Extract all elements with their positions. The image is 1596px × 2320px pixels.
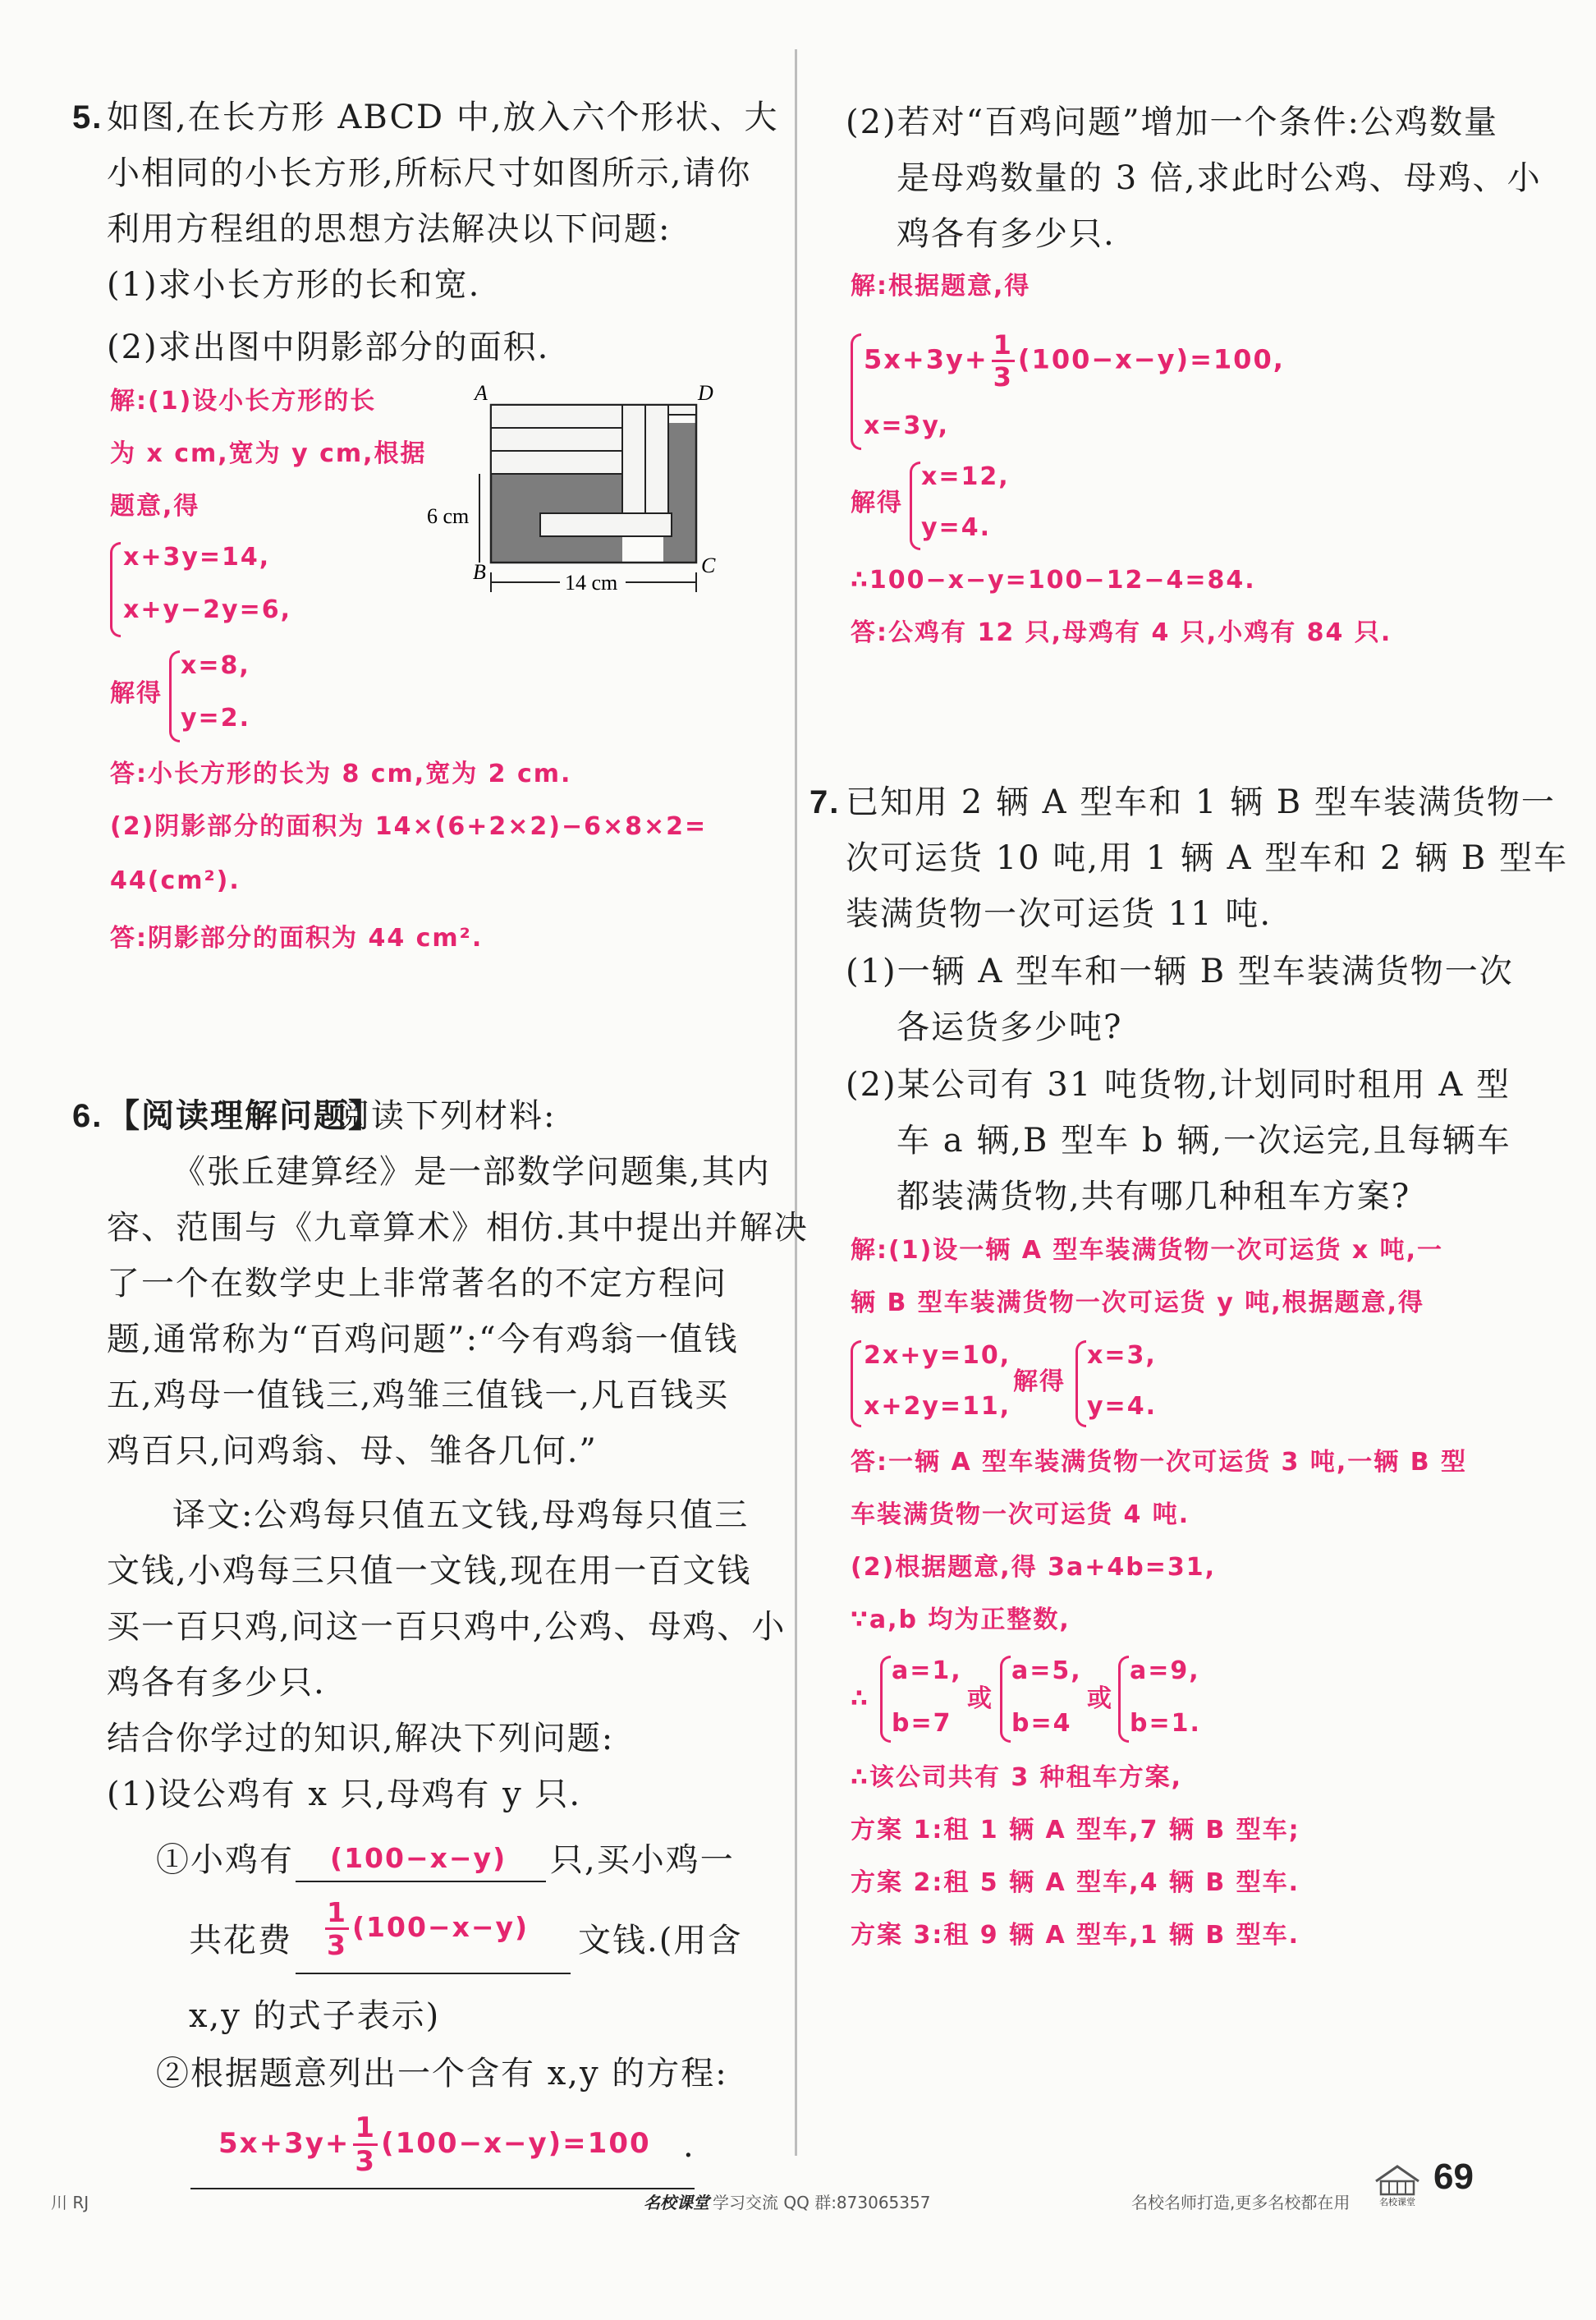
sub-question: 文钱.(用含 — [578, 1922, 743, 1959]
brand-logo-text: 名校课堂 — [1379, 2198, 1415, 2207]
answer-text: (2)阴影部分的面积为 14×(6+2×2)−6×8×2= — [110, 812, 708, 841]
sub-question: 各运货多少吨? — [897, 1008, 1123, 1046]
question-number: 5. — [72, 99, 103, 136]
question-text: 阅读下列材料: — [337, 1097, 557, 1135]
page-number: 69 — [1433, 2157, 1474, 2197]
answer-text: 辆 B 型车装满货物一次可运货 y 吨,根据题意,得 — [851, 1289, 1424, 1317]
plan-item: 方案 3:租 9 辆 A 型车,1 辆 B 型车. — [851, 1921, 1300, 1950]
option-value: a=9, — [1130, 1656, 1200, 1685]
solution-brace — [1075, 1340, 1086, 1427]
vertex-label-a: A — [475, 382, 488, 405]
fill-blank-line — [296, 1881, 546, 1882]
sub-question: 只,买小鸡一 — [550, 1841, 735, 1879]
answer-conclusion: 答:小长方形的长为 8 cm,宽为 2 cm. — [110, 760, 572, 788]
period: . — [683, 2127, 695, 2165]
sub-question: 共花费 — [189, 1922, 292, 1959]
option-value: b=7 — [892, 1709, 952, 1738]
solution-brace — [910, 462, 920, 550]
question-number: 6. — [72, 1098, 103, 1134]
therefore-symbol: ∴ — [851, 1684, 869, 1713]
question-text: 装满货物一次可运货 11 吨. — [846, 895, 1273, 933]
solution: y=4. — [1087, 1392, 1157, 1421]
option-value: a=1, — [892, 1656, 962, 1685]
brand-logo-icon — [1369, 2150, 1425, 2207]
solution: y=2. — [181, 704, 250, 733]
sub-question: ②根据题意列出一个含有 x,y 的方程: — [156, 2055, 728, 2093]
question-number: 7. — [809, 784, 841, 820]
solution: x=12, — [921, 462, 1010, 491]
footer-qq-group: 学习交流 QQ 群:873065357 — [713, 2193, 931, 2212]
question-text: 已知用 2 辆 A 型车和 1 辆 B 型车装满货物一 — [846, 783, 1556, 821]
answer-text: ∴该公司共有 3 种租车方案, — [851, 1763, 1183, 1792]
equation: x+3y=14, — [123, 543, 271, 572]
sub-question: (1)设公鸡有 x 只,母鸡有 y 只. — [107, 1776, 582, 1813]
answer-text: ∵a,b 均为正整数, — [851, 1606, 1071, 1634]
sub-question: 都装满货物,共有哪几种租车方案? — [897, 1178, 1411, 1215]
width-dimension-label: 14 cm — [565, 571, 618, 595]
answer-conclusion: 答:一辆 A 型车装满货物一次可运货 3 吨,一辆 B 型 — [851, 1448, 1468, 1477]
column-divider — [795, 49, 797, 2156]
equation-brace — [851, 1340, 861, 1427]
question-text: 如图,在长方形 ABCD 中,放入六个形状、大 — [107, 99, 779, 136]
fill-blank-answer: $\frac{1}{3}$ (100−x−y) — [327, 1896, 530, 1961]
or-label: 或 — [967, 1684, 993, 1713]
sub-question: (2)求出图中阴影部分的面积. — [107, 328, 550, 366]
equation-brace — [851, 333, 861, 450]
vertex-label-d: D — [698, 382, 713, 405]
equation: 5x+3y+ $\frac{1}{3}$ (100−x−y)=100, — [864, 329, 1285, 393]
fill-blank-line — [190, 2188, 695, 2189]
answer-conclusion: 车装满货物一次可运货 4 吨. — [851, 1500, 1190, 1529]
solve-label: 解得 — [851, 489, 903, 517]
passage-line: 文钱,小鸡每三只值一文钱,现在用一百文钱 — [107, 1552, 752, 1590]
equation: x+y−2y=6, — [123, 595, 292, 624]
equation-brace — [110, 542, 121, 637]
solution: x=8, — [181, 651, 250, 680]
plan-item: 方案 1:租 1 辆 A 型车,7 辆 B 型车; — [851, 1816, 1300, 1845]
sub-question: (1)求小长方形的长和宽. — [107, 266, 481, 304]
passage-line: 鸡各有多少只. — [107, 1664, 326, 1702]
passage-line: 译文:公鸡每只值五文钱,母鸡每只值三 — [172, 1496, 750, 1534]
answer-text: 44(cm²). — [110, 866, 241, 895]
height-dimension-label: 6 cm — [427, 504, 470, 528]
footer-brand: 名校课堂 — [644, 2193, 709, 2212]
equation: x=3y, — [864, 411, 949, 440]
or-label: 或 — [1087, 1684, 1113, 1713]
sub-question: (2)某公司有 31 吨货物,计划同时租用 A 型 — [846, 1066, 1511, 1104]
equation: 2x+y=10, — [864, 1341, 1011, 1370]
passage-line: 了一个在数学史上非常著名的不定方程问 — [107, 1265, 727, 1302]
answer-conclusion: 答:阴影部分的面积为 44 cm². — [110, 924, 484, 953]
vertex-label-c: C — [701, 554, 716, 577]
answer-text: 解:(1)设一辆 A 型车装满货物一次可运货 x 吨,一 — [851, 1236, 1444, 1265]
question-text: 利用方程组的思想方法解决以下问题: — [107, 210, 672, 248]
solution: x=3, — [1087, 1341, 1157, 1370]
fill-blank-line — [296, 1973, 571, 1974]
vertex-label-b: B — [473, 560, 486, 584]
option-value: b=4 — [1011, 1709, 1072, 1738]
equation: x+2y=11, — [864, 1392, 1011, 1421]
answer-conclusion: 答:公鸡有 12 只,母鸡有 4 只,小鸡有 84 只. — [851, 618, 1392, 647]
question-tag: 【阅读理解问题】 — [107, 1096, 383, 1135]
option-brace — [1000, 1656, 1011, 1743]
option-brace — [1118, 1656, 1129, 1743]
sub-question: (2)若对“百鸡问题”增加一个条件:公鸡数量 — [846, 103, 1499, 141]
sub-question: x,y 的式子表示) — [189, 1997, 441, 2035]
passage-line: 鸡百只,问鸡翁、母、雏各几何.” — [107, 1432, 598, 1470]
sub-question: 鸡各有多少只. — [897, 215, 1116, 253]
answer-text: (2)根据题意,得 3a+4b=31, — [851, 1553, 1217, 1582]
sub-question: ①小鸡有 — [156, 1841, 294, 1879]
fill-blank-answer: (100−x−y) — [330, 1842, 507, 1874]
fill-blank-answer: 5x+3y+ $\frac{1}{3}$ (100−x−y)=100 — [218, 2111, 651, 2178]
passage-line: 五,鸡母一值钱三,鸡雏三值钱一,凡百钱买 — [107, 1376, 730, 1414]
solve-label: 解得 — [1013, 1367, 1066, 1396]
option-value: a=5, — [1011, 1656, 1082, 1685]
answer-text: 为 x cm,宽为 y cm,根据 — [110, 439, 427, 468]
sub-question: 车 a 辆,B 型车 b 辆,一次运完,且每辆车 — [897, 1122, 1511, 1160]
option-brace — [880, 1656, 891, 1743]
rectangle-figure — [427, 382, 731, 600]
footer-edition: 川 RJ — [51, 2193, 89, 2212]
sub-question: 是母鸡数量的 3 倍,求此时公鸡、母鸡、小 — [897, 159, 1542, 197]
passage-line: 《张丘建算经》是一部数学问题集,其内 — [172, 1153, 771, 1191]
passage-line: 结合你学过的知识,解决下列问题: — [107, 1720, 615, 1757]
answer-text: 解:(1)设小长方形的长 — [110, 387, 377, 416]
footer-slogan: 名校名师打造,更多名校都在用 — [1131, 2193, 1351, 2212]
solution-brace — [169, 650, 180, 742]
passage-line: 买一百只鸡,问这一百只鸡中,公鸡、母鸡、小 — [107, 1608, 787, 1646]
answer-text: 解:根据题意,得 — [851, 272, 1031, 301]
question-text: 次可运货 10 吨,用 1 辆 A 型车和 2 辆 B 型车 — [846, 839, 1568, 877]
plan-item: 方案 2:租 5 辆 A 型车,4 辆 B 型车. — [851, 1868, 1300, 1897]
solve-label: 解得 — [110, 679, 163, 708]
answer-text: 题意,得 — [110, 492, 200, 521]
passage-line: 容、范围与《九章算术》相仿.其中提出并解决 — [107, 1209, 809, 1247]
option-value: b=1. — [1130, 1709, 1201, 1738]
sub-question: (1)一辆 A 型车和一辆 B 型车装满货物一次 — [846, 953, 1514, 990]
passage-line: 题,通常称为“百鸡问题”:“今有鸡翁一值钱 — [107, 1321, 739, 1358]
solution: y=4. — [921, 513, 991, 542]
question-text: 小相同的小长方形,所标尺寸如图所示,请你 — [107, 154, 752, 192]
answer-text: ∴100−x−y=100−12−4=84. — [851, 566, 1256, 595]
